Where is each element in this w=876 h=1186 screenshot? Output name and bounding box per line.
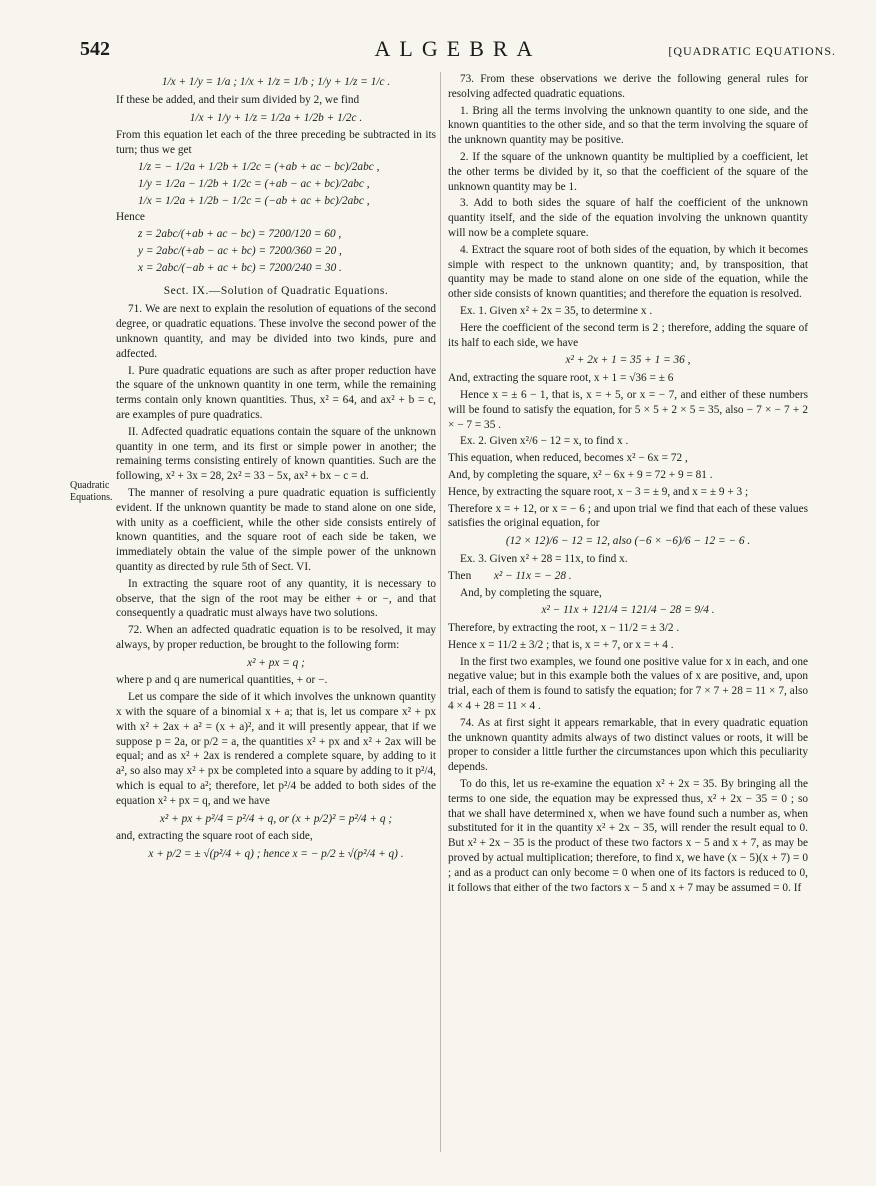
paragraph: In extracting the square root of any quantity, it is necessary to observe, that the sign of the root may be either + or −, and that consequently a quadratic must always have two solutions. xyxy=(116,577,436,620)
running-section-title: [QUADRATIC EQUATIONS. xyxy=(668,44,836,58)
paragraph: If these be added, and their sum divided by 2, we find xyxy=(116,93,360,106)
equation: x² + 2x + 1 = 35 + 1 = 36 , xyxy=(565,354,691,367)
section-heading: Sect. IX.—Solution of Quadratic Equations. xyxy=(163,284,389,297)
paragraph: 71. We are next to explain the resolution of equations of the second degree, or quadratic equations. These involve the second power of the unknown quantity, and may be divided into two kinds, pure and adfected. xyxy=(116,303,436,360)
right-column xyxy=(448,72,808,897)
paragraph: 74. As at first sight it appears remarkable, that in every quadratic equation the unknown quantity admits always of two distinct values or roots, it will be proper to consider a little further the circumstances upon which this peculiarity depends. xyxy=(448,716,808,774)
equation: x² − 11x + 121/4 = 121/4 − 28 = 9/4 . xyxy=(541,604,715,617)
paragraph: Hence x = 11/2 ± 3/2 ; that is, x = + 7, or x = + 4 . xyxy=(448,638,674,651)
then-label: Then xyxy=(448,569,472,582)
page-number: 542 xyxy=(80,38,110,60)
equation: y = 2abc/(+ab − ac + bc) = 7200/360 = 20 , xyxy=(138,244,342,257)
equation: x² − 11x = − 28 . xyxy=(493,569,572,582)
equation: 1/z = − 1/2a + 1/2b + 1/2c = (+ab + ac − bc)/2abc , xyxy=(138,160,380,173)
paragraph: II. Adfected quadratic equations contain the square of the unknown quantity in one term, and its first or simple power in another; the remaining terms consisting entirely of known quantities. Such are the following, x² + 3x = 28, 2x² = 33 − 5x, ax² + bx − c = d. xyxy=(116,425,436,483)
paragraph: And, by completing the square, x² − 6x + 9 = 72 + 9 = 81 . xyxy=(448,468,713,481)
rule-item: 3. Add to both sides the square of half the coefficient of the unknown quantity itself, and the side of the equation involving the unknown quantity will now be a complete square. xyxy=(448,197,808,239)
paragraph: Hence x = ± 6 − 1, that is, x = + 5, or x = − 7, and either of these numbers will be found to satisfy the equation, for 5 × 5 + 2 × 5 = 35, also − 7 × − 7 + 2 × − 7 = 35 . xyxy=(448,388,808,431)
paragraph: I. Pure quadratic equations are such as after proper reduction have the square of the unknown quantity in one term, while the remaining terms contain only known quantities. Thus, x² = 64, and ax² + b = c, are examples of pure quadratics. xyxy=(116,364,436,421)
equation: 1/y = 1/2a − 1/2b + 1/2c = (+ab − ac + bc)/2abc , xyxy=(138,177,370,190)
paragraph: 72. When an adfected quadratic equation is to be resolved, it may always, by proper reduction, be brought to the following form: xyxy=(116,624,436,651)
paragraph: This equation, when reduced, becomes x² − 6x = 72 , xyxy=(448,452,688,465)
column-divider xyxy=(440,72,441,1152)
paragraph: The manner of resolving a pure quadratic equation is sufficiently evident. If the unknown quantity be made to stand alone on one side, with unity as a coefficient, while the other side consists entirely of known quantities, and the square root of each side be taken, we immediately obtain the value of the simple power of the unknown quantity as directed by rule 5th of Sect. VI. xyxy=(116,486,436,573)
equation: x = 2abc/(−ab + ac + bc) = 7200/240 = 30 . xyxy=(138,261,342,274)
rule-item: 1. Bring all the terms involving the unknown quantity to one side, and the known quantities to the other side, and so that the term involving the square of the unknown quantity may be positive. xyxy=(448,104,808,147)
page-title: ALGEBRA xyxy=(374,36,542,61)
hence-label: Hence xyxy=(116,211,145,224)
equation: x² + px + p²/4 = p²/4 + q, or (x + p/2)² = p²/4 + q ; xyxy=(159,812,393,825)
equation: x² + px = q ; xyxy=(247,656,305,669)
paragraph: Therefore, by extracting the root, x − 11/2 = ± 3/2 . xyxy=(448,622,680,635)
equation: z = 2abc/(+ab + ac − bc) = 7200/120 = 60 , xyxy=(138,228,342,241)
paragraph: And, by completing the square, xyxy=(460,586,602,599)
paragraph: where p and q are numerical quantities, + or −. xyxy=(116,674,328,687)
paragraph: To do this, let us re-examine the equation x² + 2x = 35. By bringing all the terms to one side, the equation may be expressed thus, x² + 2x − 35 = 0 ; so that we shall have determined x, when we have found such a number as, when substituted for it in the quantity x² + 2x − 35, will render the result equal to 0. But x² + 2x − 35 is the product of these two factors x − 5 and x + 7, as may be proved by actual multiplication; therefore, to find x, we have (x − 5)(x + 7) = 0 ; and as a product can only become = 0 when one of its factors is reduced to 0, it follows that either of the two factors x − 5 and x + 7 may be assumed = 0. If xyxy=(448,778,808,894)
rule-item: 2. If the square of the unknown quantity be multiplied by a coefficient, let the other terms be divided by it, so that the coefficient of the square of the unknown quantity may be 1. xyxy=(448,150,808,193)
equation: x + p/2 = ± √(p²/4 + q) ; hence x = − p/2 ± √(p²/4 + q) . xyxy=(148,848,404,861)
example-heading: Ex. 3. Given x² + 28 = 11x, to find x. xyxy=(460,552,628,565)
equation: 1/x + 1/y + 1/z = 1/2a + 1/2b + 1/2c . xyxy=(189,111,363,124)
equation: (12 × 12)/6 − 12 = 12, also (−6 × −6)/6 − 12 = − 6 . xyxy=(505,535,751,548)
paragraph: Hence, by extracting the square root, x − 3 = ± 9, and x = ± 9 + 3 ; xyxy=(448,485,749,498)
paragraph: And, extracting the square root, x + 1 = √36 = ± 6 xyxy=(448,372,674,385)
paragraph: and, extracting the square root of each side, xyxy=(116,830,313,843)
paragraph: 73. From these observations we derive the following general rules for resolving adfected quadratic equations. xyxy=(448,73,808,100)
paragraph: Here the coefficient of the second term is 2 ; therefore, adding the square of its half to each side, we have xyxy=(448,321,808,349)
paragraph xyxy=(448,569,808,584)
rule-item: 4. Extract the square root of both sides of the equation, by which it becomes simple with respect to the unknown quantity; and, by transposition, that quantity may be made to stand alone on one side of the equation, while the other side consists of known quantities; and therefore the equation is resolved. xyxy=(448,243,808,301)
page-header xyxy=(80,38,836,68)
example-heading: Ex. 2. Given x²/6 − 12 = x, to find x . xyxy=(460,435,629,448)
left-column xyxy=(116,72,436,865)
paragraph: Therefore x = + 12, or x = − 6 ; and upon trial we find that each of these values satisfies the original equation, for xyxy=(448,502,808,530)
paragraph: Let us compare the side of it which involves the unknown quantity x with the square of a binomial x + a; that is, let us compare x² + px with x² + 2ax + a² = (x + a)², and it will presently appear, that if we suppose p = 2a, or p/2 = a, the quantities x² + px and x² + 2ax will be equal; and as x² + 2ax is rendered a complete square, by adding to it a², so also may x² + px be completed into a square by adding to it p²/4, which is equal to a²; therefore, let p²/4 be added to both sides of the equation x² + px = q, and we have xyxy=(116,691,436,807)
example-heading: Ex. 1. Given x² + 2x = 35, to determine x . xyxy=(460,304,653,317)
paragraph: From this equation let each of the three preceding be subtracted in its turn; thus we get xyxy=(116,129,436,157)
margin-note: Quadratic Equations. xyxy=(70,480,113,503)
paragraph: In the first two examples, we found one positive value for x in each, and one negative value; but in this example both the values of x are positive, and, upon trial, each of them is found to satisfy the equation; for 7 × 7 + 28 = 11 × 7, also 4 × 4 + 28 = 11 × 4 . xyxy=(448,655,808,713)
equation: 1/x + 1/y = 1/a ; 1/x + 1/z = 1/b ; 1/y + 1/z = 1/c . xyxy=(161,76,391,88)
equation: 1/x = 1/2a + 1/2b − 1/2c = (−ab + ac + bc)/2abc , xyxy=(138,194,370,207)
